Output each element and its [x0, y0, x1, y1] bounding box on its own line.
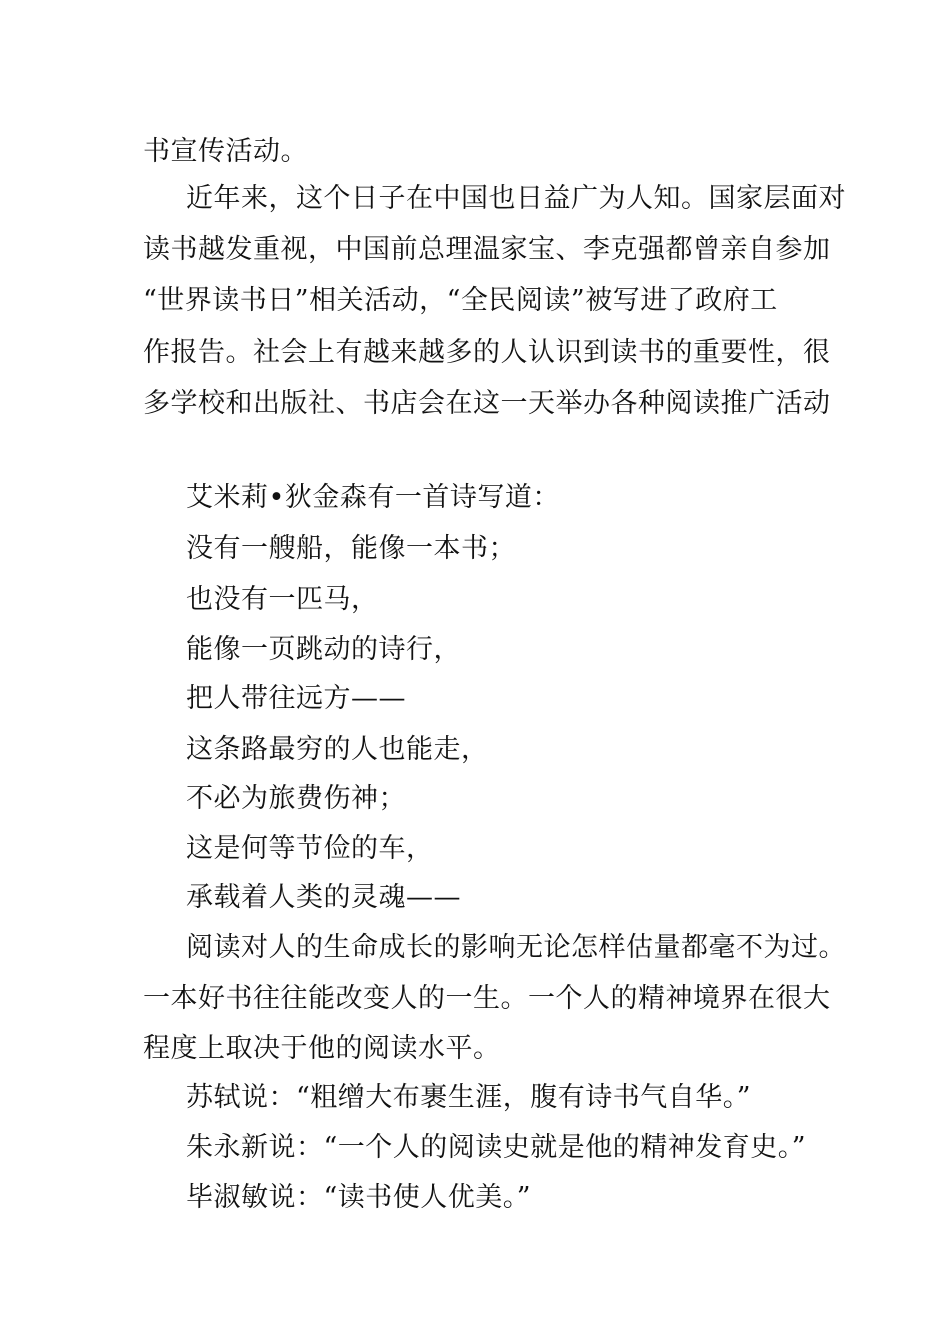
paragraph-line: 一本好书往往能改变人的一生。一个人的精神境界在很大 [143, 983, 831, 1014]
poem-line: 没有一艘船，能像一本书； [186, 533, 516, 564]
paragraph-line: 书宣传活动。 [143, 136, 308, 167]
poem-line: 这条路最穷的人也能走， [186, 734, 489, 765]
paragraph-line: 程度上取决于他的阅读水平。 [143, 1033, 501, 1064]
paragraph-line: 阅读对人的生命成长的影响无论怎样估量都毫不为过。 [186, 932, 846, 963]
poem-line: 这是何等节俭的车， [186, 833, 434, 864]
poem-line: 承载着人类的灵魂—— [186, 882, 461, 913]
poem-line: 能像一页跳动的诗行， [186, 634, 461, 665]
paragraph-line: “世界读书日”相关活动，“全民阅读”被写进了政府工 [143, 285, 778, 316]
paragraph-line: 多学校和出版社、书店会在这一天举办各种阅读推广活动 [143, 388, 831, 419]
paragraph-line: 读书越发重视，中国前总理温家宝、李克强都曾亲自参加 [143, 234, 831, 265]
quote-line: 朱永新说：“一个人的阅读史就是他的精神发育史。” [186, 1132, 807, 1163]
poem-line: 不必为旅费伤神； [186, 783, 406, 814]
poem-intro: 艾米莉•狄金森有一首诗写道： [186, 482, 560, 513]
quote-line: 毕淑敏说：“读书使人优美。” [186, 1182, 532, 1213]
paragraph-line: 近年来，这个日子在中国也日益广为人知。国家层面对 [186, 183, 846, 214]
poem-line: 也没有一匹马， [186, 584, 379, 615]
poem-line: 把人带往远方—— [186, 683, 406, 714]
paragraph-line: 作报告。社会上有越来越多的人认识到读书的重要性，很 [143, 337, 831, 368]
quote-line: 苏轼说：“粗缯大布裹生涯，腹有诗书气自华。” [186, 1082, 752, 1113]
